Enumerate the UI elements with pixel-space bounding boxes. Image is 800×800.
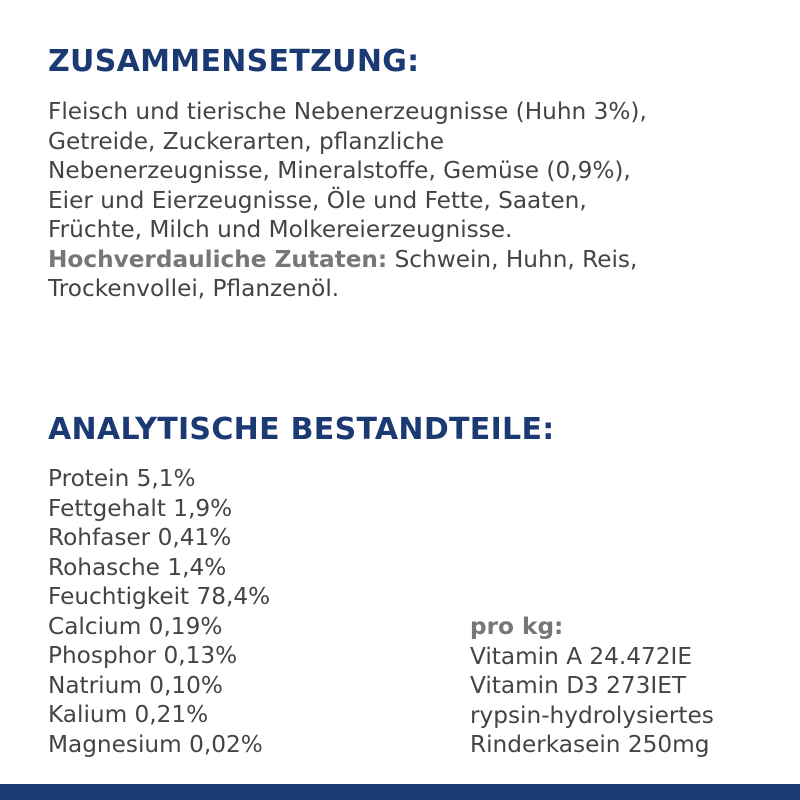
- composition-line: Früchte, Milch und Molkereierzeugnisse.: [48, 216, 513, 243]
- per-kg-item: Rinderkasein 250mg: [470, 731, 710, 758]
- analytical-item-calcium: Calcium 0,19%: [48, 612, 223, 640]
- analytical-item-ash: Rohasche 1,4%: [48, 553, 227, 581]
- per-kg-item: rypsin-hydrolysiertes: [470, 701, 714, 729]
- analytical-item-sodium: Natrium 0,10%: [48, 671, 223, 699]
- analytical-item-fibre: Rohfaser 0,41%: [48, 524, 232, 551]
- analytical-item-fat: Fettgehalt 1,9%: [48, 494, 233, 522]
- per-kg-item: Vitamin D3 273IET: [470, 672, 687, 699]
- composition-line: Getreide, Zuckerarten, pflanzliche: [48, 127, 445, 155]
- composition-line: Fleisch und tierische Nebenerzeugnisse (Huhn 3%),: [48, 98, 647, 125]
- analytical-item-magnesium: Magnesium 0,02%: [48, 730, 263, 758]
- footer-bar: [0, 784, 800, 800]
- per-kg-label: pro kg:: [470, 613, 564, 640]
- digestible-ingredients-label: Hochverdauliche Zutaten:: [48, 245, 388, 273]
- digestible-ingredients-text: Schwein, Huhn, Reis,: [387, 245, 638, 273]
- composition-heading: ZUSAMMENSETZUNG:: [48, 44, 420, 79]
- composition-line: Eier und Eierzeugnisse, Öle und Fette, Saaten,: [48, 186, 587, 214]
- digestible-ingredients-line: [48, 245, 768, 275]
- analytical-item-moisture: Feuchtigkeit 78,4%: [48, 583, 271, 610]
- per-kg-block: [470, 612, 714, 760]
- analytical-list: [48, 464, 270, 759]
- composition-line: Nebenerzeugnisse, Mineralstoffe, Gemüse (0,9%),: [48, 157, 631, 184]
- analytical-heading: ANALYTISCHE BESTANDTEILE:: [48, 412, 555, 447]
- analytical-item-phosphorus: Phosphor 0,13%: [48, 642, 238, 669]
- digestible-ingredients-line-2: Trockenvollei, Pflanzenöl.: [48, 275, 340, 302]
- composition-text: [48, 97, 768, 304]
- analytical-item-potassium: Kalium 0,21%: [48, 701, 209, 728]
- per-kg-item: Vitamin A 24.472IE: [470, 642, 693, 670]
- analytical-item-protein: Protein 5,1%: [48, 465, 196, 492]
